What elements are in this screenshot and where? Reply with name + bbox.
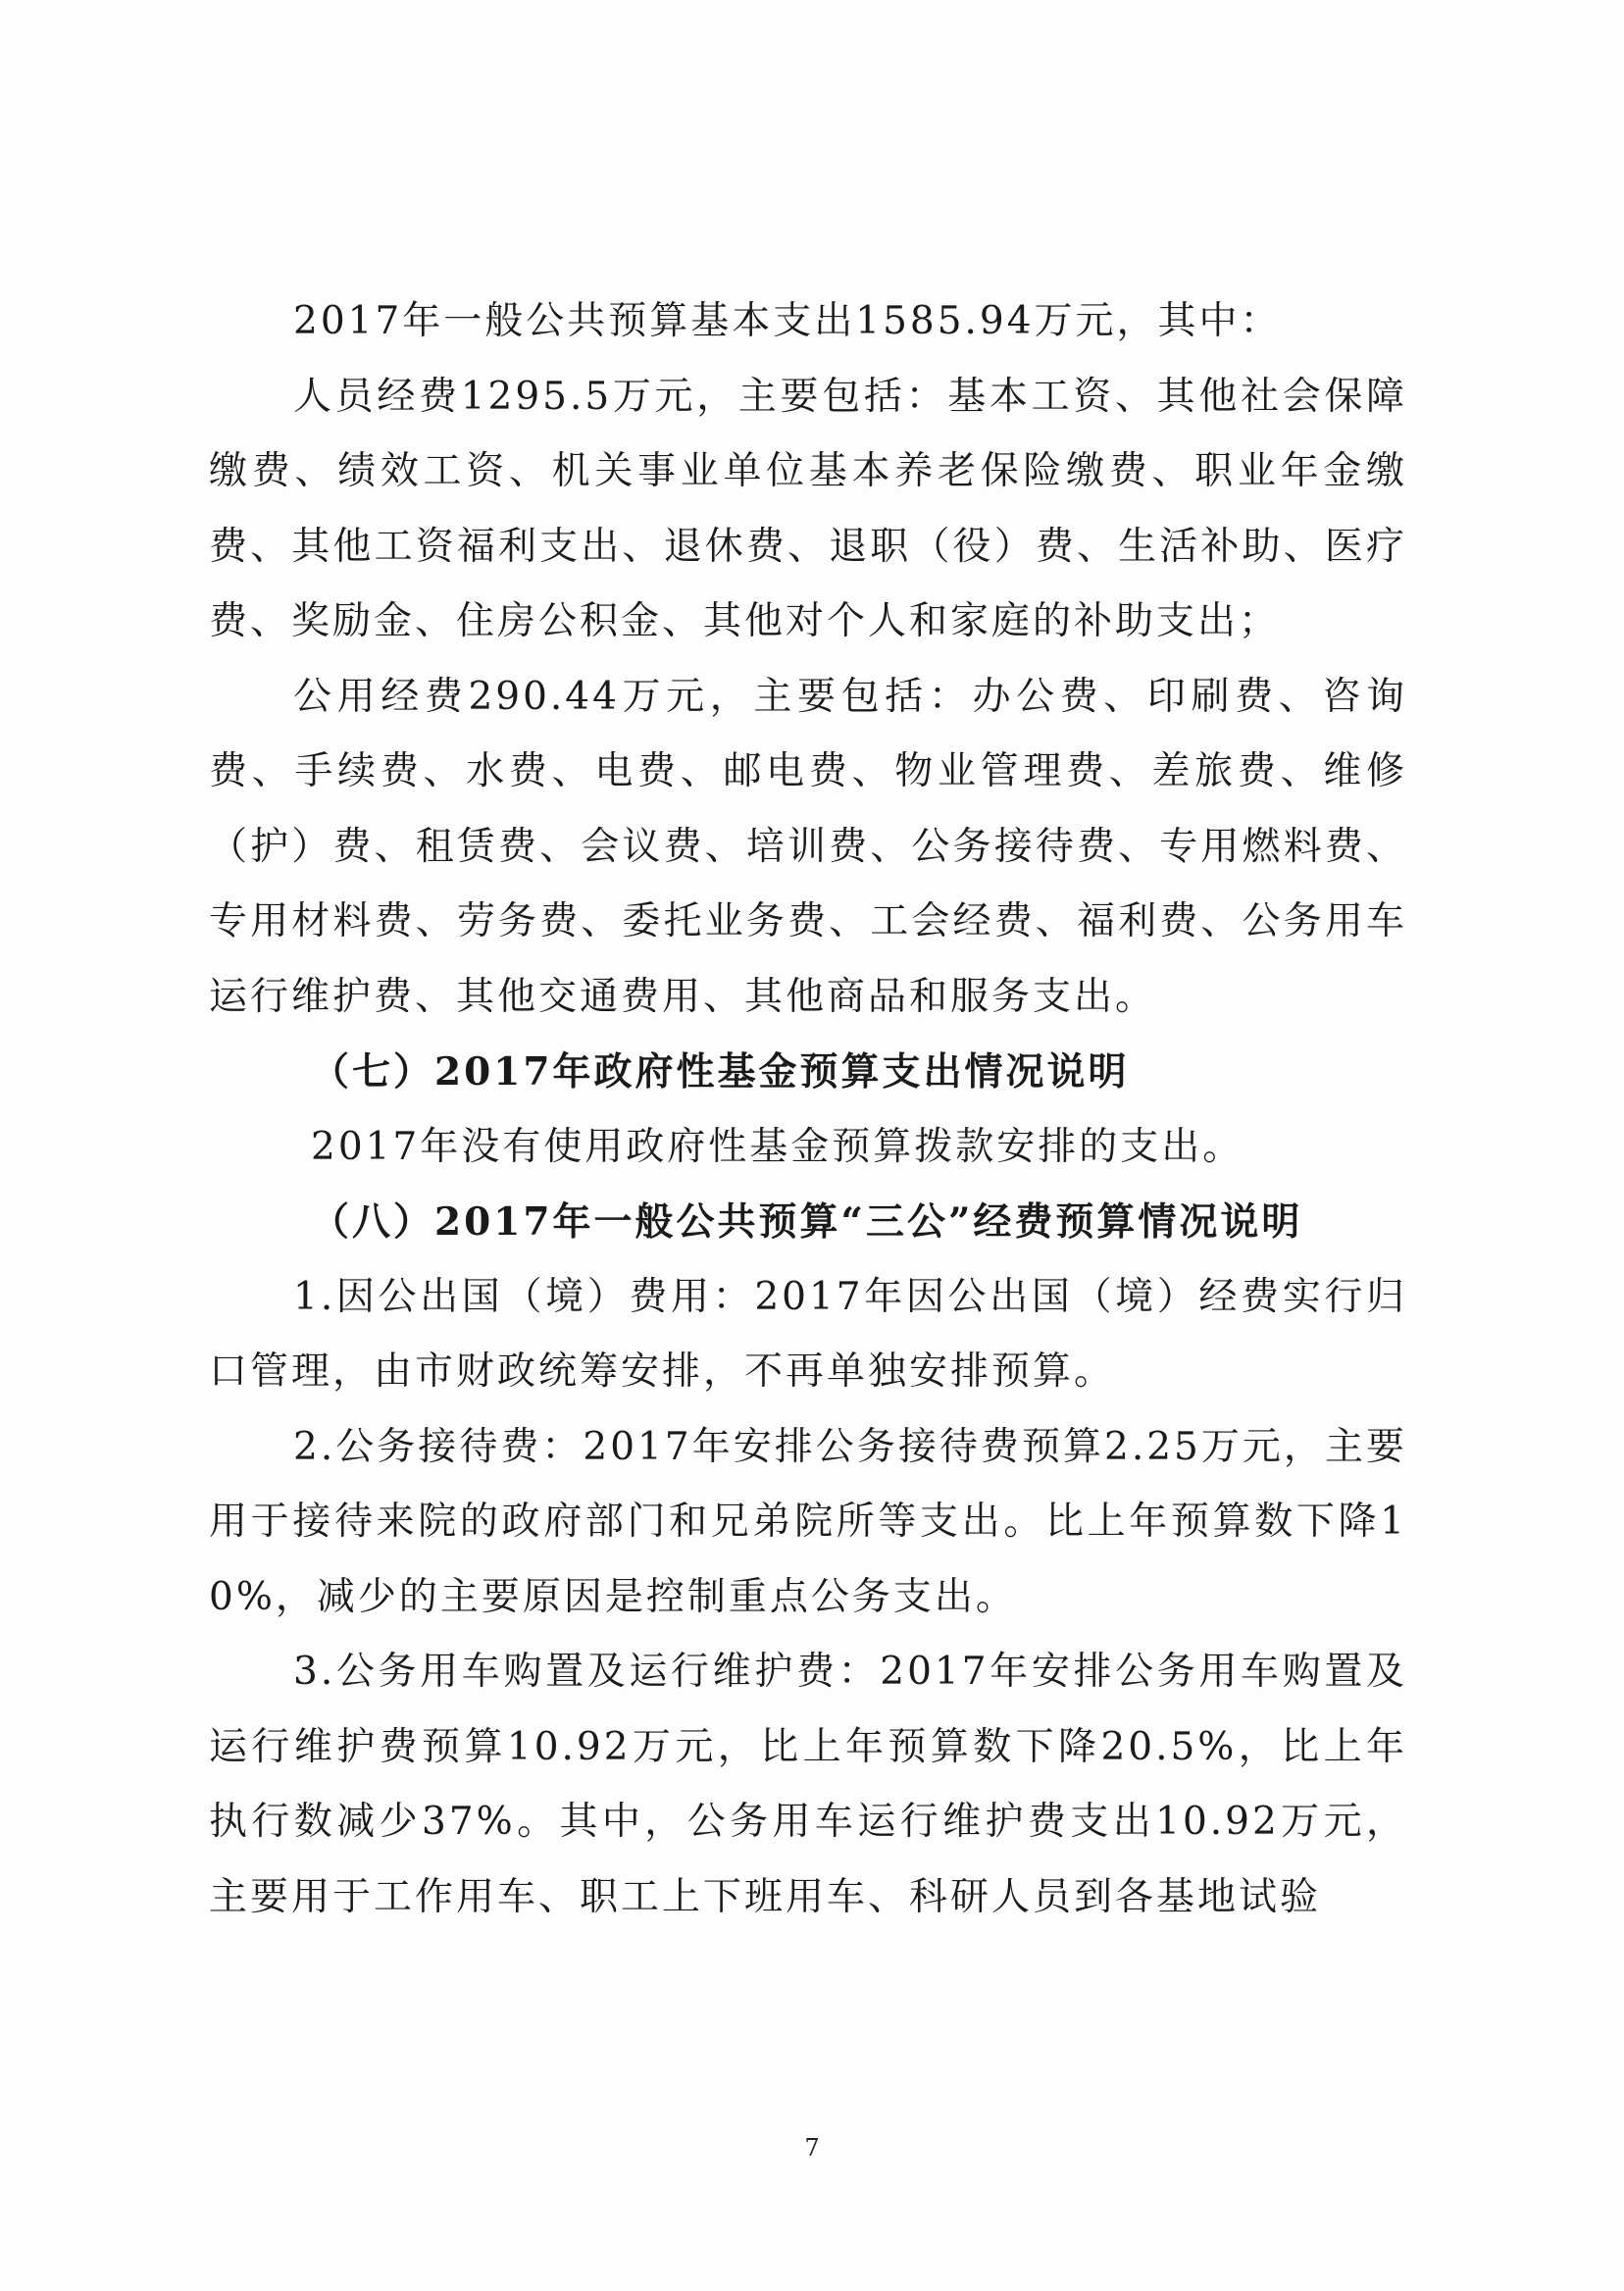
paragraph-overseas-travel: 1.因公出国（境）费用：2017年因公出国（境）经费实行归口管理，由市财政统筹安排，不再单独安排预算。 bbox=[209, 1274, 1407, 1394]
paragraph-official-vehicles: 3.公务用车购置及运行维护费：2017年安排公务用车购置及运行维护费预算10.92万元，比上年预算数下降20.5%，比上年执行数减少37%。其中，公务用车运行维护费支出10.92万元，主要用于工作用车、职工上下班用车、科研人员到各基地试验 bbox=[209, 1650, 1407, 1919]
paragraph-basic-expenditure: 2017年一般公共预算基本支出1585.94万元，其中： bbox=[293, 299, 1282, 343]
paragraph-personnel-expenses: 人员经费1295.5万元，主要包括：基本工资、其他社会保障缴费、绩效工资、机关事业单位基本养老保险缴费、职业年金缴费、其他工资福利支出、退休费、退职（役）费、生活补助、医疗费、奖励金、住房公积金、其他对个人和家庭的补助支出； bbox=[209, 374, 1407, 643]
section-heading-7: （七）2017年政府性基金预算支出情况说明 bbox=[311, 1049, 1130, 1095]
paragraph-public-expenses: 公用经费290.44万元，主要包括：办公费、印刷费、咨询费、手续费、水费、电费、邮电费、物业管理费、差旅费、维修（护）费、租赁费、会议费、培训费、公务接待费、专用燃料费、专用材料费、劳务费、委托业务费、工会经费、福利费、公务用车运行维护费、其他交通费用、其他商品和服务支出。 bbox=[209, 674, 1407, 1019]
paragraph-government-fund: 2017年没有使用政府性基金预算拨款安排的支出。 bbox=[311, 1124, 1244, 1169]
paragraph-official-reception: 2.公务接待费：2017年安排公务接待费预算2.25万元，主要用于接待来院的政府部门和兄弟院所等支出。比上年预算数下降10%，减少的主要原因是控制重点公务支出。 bbox=[209, 1424, 1407, 1619]
page-content bbox=[209, 284, 1407, 1935]
page-number: 7 bbox=[804, 2134, 820, 2162]
section-heading-8: （八）2017年一般公共预算“三公”经费预算情况说明 bbox=[311, 1199, 1303, 1245]
